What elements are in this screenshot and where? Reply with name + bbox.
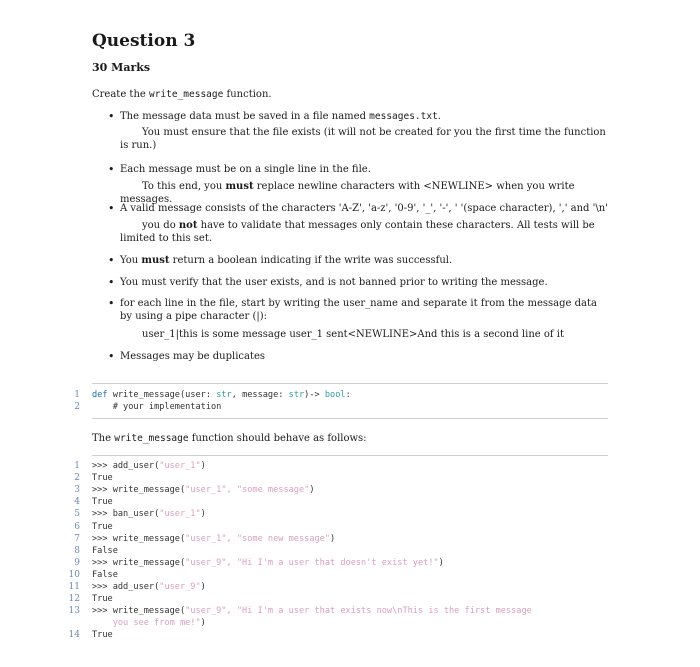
code-line: 1 >>> add_user("user_1") bbox=[74, 461, 206, 471]
code-line: 11 >>> add_user("user_9") bbox=[68, 582, 206, 592]
code-line: 5 >>> ban_user("user_1") bbox=[74, 509, 206, 520]
intro-text: Create the write_message function. bbox=[92, 89, 272, 100]
code-line: 6 True bbox=[74, 521, 113, 532]
question-page: Question 3 30 Marks Create the write_message function. • The message data must be saved in a file named messages.txt. You must ensure that the file exists (it will not be created for you the first time the function is run.) • Each message must be on a single line in the file. To this end, you must replace newline characters with <NEWLINE> when you write messages. • A valid message consists of the characters 'A-Z', 'a-z', '0-9', '_', '-', ' '(space character), ',' and '\n' you do not have to validate that messages only contain these characters. All tests will be limited to this set. • You must return a boolean indicating if the write was successful. • You must verify that the user exists, and is not banned prior to writing the message. • for each line in the file, start by writing the user_name and separate it from the message data by using a pipe character (|): user_1|this is some message user_1 sent<NEWLINE>And this is a second line of it • Messages may be duplicates 1 def write_message(user: str, message: str)-> bool: 2 # your implementation The write_message function should behave as follows: 1 >>> add_user("user_1") 2 True 3 >>> write_message("user_1", "some message") 4 True 5 >>> ban_user("user_1") 6 True 7 >>> write_message("user_1", "some new message") 8 False 9 >>> write_message("user_9", "Hi I'm a user that doesn't exist yet!") 10 False 11 >>> add_user("user_9") 12 True 13 >>> write_message("user_9", "Hi I'm a user that exists now\nThis is the first message you see from me!") 14 True bbox=[0, 0, 700, 667]
code-line: 3 >>> write_message("user_1", "some message") bbox=[74, 485, 315, 496]
code-line: 2 # your implementation bbox=[74, 402, 222, 412]
function-name: write_message bbox=[148, 89, 224, 100]
question-title: Question 3 bbox=[92, 31, 196, 51]
question-marks: 30 Marks bbox=[92, 61, 151, 74]
code-line: 8 False bbox=[74, 545, 118, 556]
code-line: you see from me!") bbox=[112, 618, 206, 629]
code-line: 2 True bbox=[74, 473, 113, 484]
bullet-icon: • bbox=[108, 163, 115, 176]
bullet-icon: • bbox=[108, 350, 115, 363]
bullet-icon: • bbox=[108, 254, 115, 267]
code-line: 9 >>> write_message("user_9", "Hi I'm a user that doesn't exist yet!") bbox=[74, 557, 444, 568]
code-line: 10 False bbox=[68, 569, 118, 580]
divider bbox=[92, 383, 608, 384]
code-line: 7 >>> write_message("user_1", "some new message") bbox=[74, 533, 336, 544]
code-line: 12 True bbox=[68, 594, 113, 605]
code-line: 4 True bbox=[74, 497, 113, 508]
list-item-note: To this end, you must replace newline characters with <NEWLINE> when you write messages. bbox=[120, 181, 575, 205]
divider bbox=[92, 455, 608, 456]
bullet-icon: • bbox=[108, 202, 115, 215]
code-line: 14 True bbox=[68, 630, 113, 641]
bullet-icon: • bbox=[108, 297, 115, 310]
list-item-note: You must ensure that the file exists (it will not be created for you the first time the function is run.) bbox=[120, 127, 606, 151]
list-item-note: you do not have to validate that messages only contain these characters. All tests will be limited to this set. bbox=[120, 220, 595, 244]
divider bbox=[92, 418, 608, 419]
bullet-icon: • bbox=[108, 110, 115, 123]
code-line: 1 def write_message(user: str, message: str)-> bool: bbox=[74, 390, 351, 400]
code-line: 13 >>> write_message("user_9", "Hi I'm a user that exists now\nThis is the first message bbox=[68, 606, 532, 617]
bullet-icon: • bbox=[108, 276, 115, 289]
example-line: user_1|this is some message user_1 sent<NEWLINE>And this is a second line of it bbox=[142, 329, 564, 340]
behave-text: The write_message function should behave as follows: bbox=[92, 433, 367, 444]
